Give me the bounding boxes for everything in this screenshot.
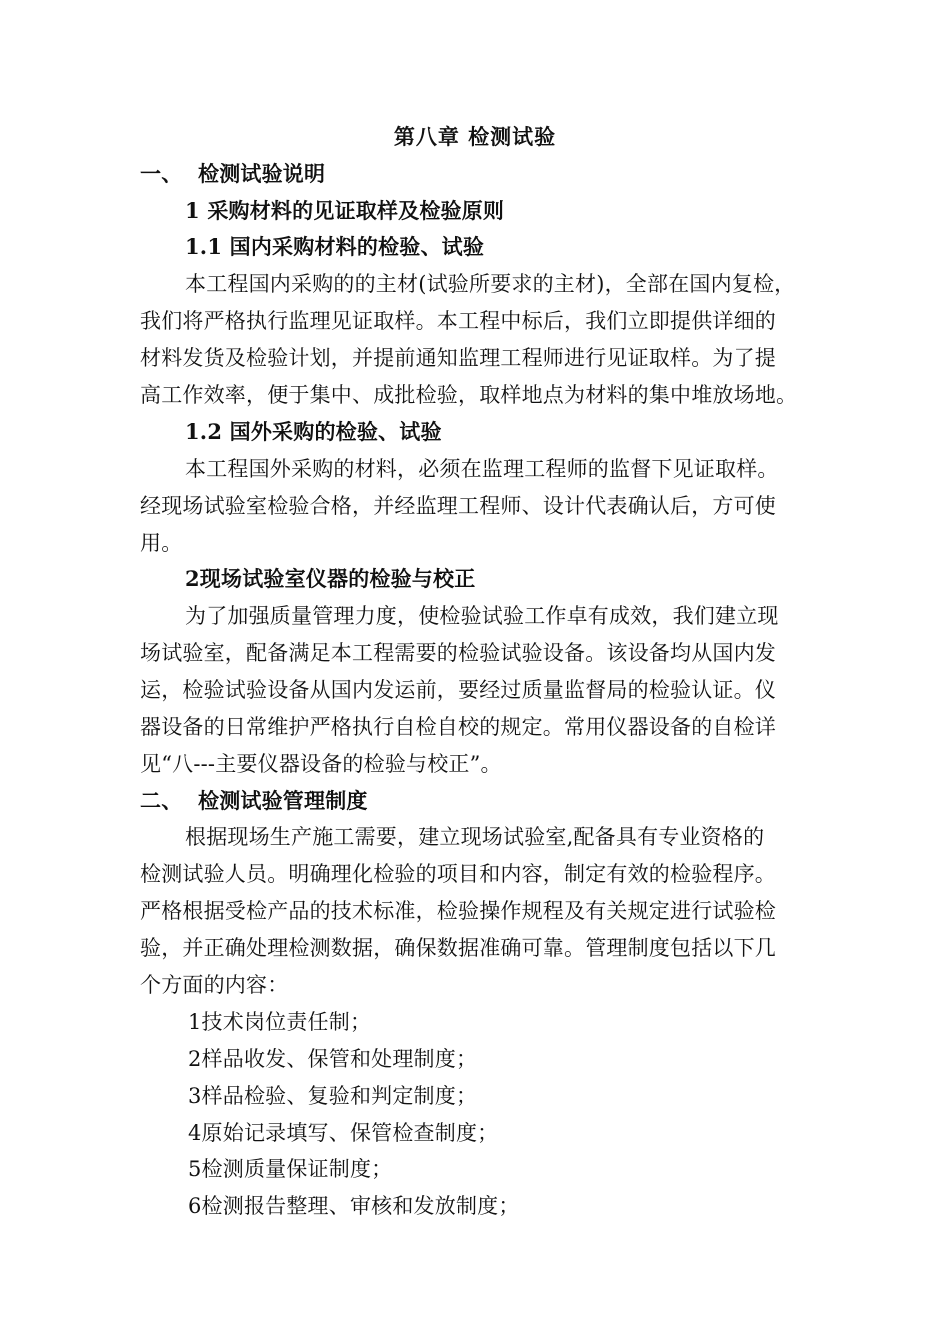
paragraph-line: 严格根据受检产品的技术标准，检验操作规程及有关规定进行试验检 xyxy=(140,899,776,923)
section-2-title: 检测试验管理制度 xyxy=(198,788,368,813)
paragraph-line: 检测试验人员。明确理化检验的项目和内容，制定有效的检验程序。 xyxy=(140,862,776,886)
paragraph-line: 本工程国内采购的的主材(试验所要求的主材)，全部在国内复检， xyxy=(185,272,796,296)
list-item: 6检测报告整理、审核和发放制度； xyxy=(188,1194,520,1218)
chapter-title: 第八章 检测试验 xyxy=(393,124,557,149)
section-1-number: 一、 xyxy=(140,161,183,186)
section-2-heading xyxy=(140,787,368,815)
paragraph-line: 高工作效率，便于集中、成批检验，取样地点为材料的集中堆放场地。 xyxy=(140,383,798,407)
paragraph-line: 器设备的日常维护严格执行自检自校的规定。常用仪器设备的自检详 xyxy=(140,715,776,739)
list-item: 1技术岗位责任制； xyxy=(188,1010,372,1034)
paragraph-line: 验，并正确处理检测数据，确保数据准确可靠。管理制度包括以下几 xyxy=(140,936,776,960)
list-item: 5检测质量保证制度； xyxy=(188,1157,393,1181)
paragraph-line: 为了加强质量管理力度，使检验试验工作卓有成效，我们建立现 xyxy=(185,604,779,628)
paragraph-line: 材料发货及检验计划，并提前通知监理工程师进行见证取样。为了提 xyxy=(140,346,776,370)
paragraph-line: 我们将严格执行监理见证取样。本工程中标后，我们立即提供详细的 xyxy=(140,309,776,333)
paragraph-line: 场试验室，配备满足本工程需要的检验试验设备。该设备均从国内发 xyxy=(140,641,776,665)
paragraph-line: 运，检验试验设备从国内发运前，要经过质量监督局的检验认证。仪 xyxy=(140,678,776,702)
paragraph-line: 见“八---主要仪器设备的检验与校正”。 xyxy=(140,752,502,776)
subsection-1-1-heading: 1.1 国内采购材料的检验、试验 xyxy=(185,234,485,259)
paragraph-line: 个方面的内容： xyxy=(140,973,289,997)
section-2-number: 二、 xyxy=(140,788,183,813)
paragraph-line: 根据现场生产施工需要，建立现场试验室,配备具有专业资格的 xyxy=(185,825,765,849)
subsection-1-2-heading: 1.2 国外采购的检验、试验 xyxy=(185,419,442,444)
paragraph-line: 经现场试验室检验合格，并经监理工程师、设计代表确认后，方可使 xyxy=(140,494,776,518)
list-item: 4原始记录填写、保管检查制度； xyxy=(188,1121,499,1145)
paragraph-line: 用。 xyxy=(140,531,183,555)
list-item: 2样品收发、保管和处理制度； xyxy=(188,1047,478,1071)
list-item: 3样品检验、复验和判定制度； xyxy=(188,1084,478,1108)
paragraph-line: 本工程国外采购的材料，必须在监理工程师的监督下见证取样。 xyxy=(185,457,779,481)
subsection-2-heading: 2现场试验室仪器的检验与校正 xyxy=(185,566,476,591)
section-1-title: 检测试验说明 xyxy=(198,161,326,186)
subsection-1-heading: 1 采购材料的见证取样及检验原则 xyxy=(185,198,505,223)
section-1-heading xyxy=(140,160,325,188)
